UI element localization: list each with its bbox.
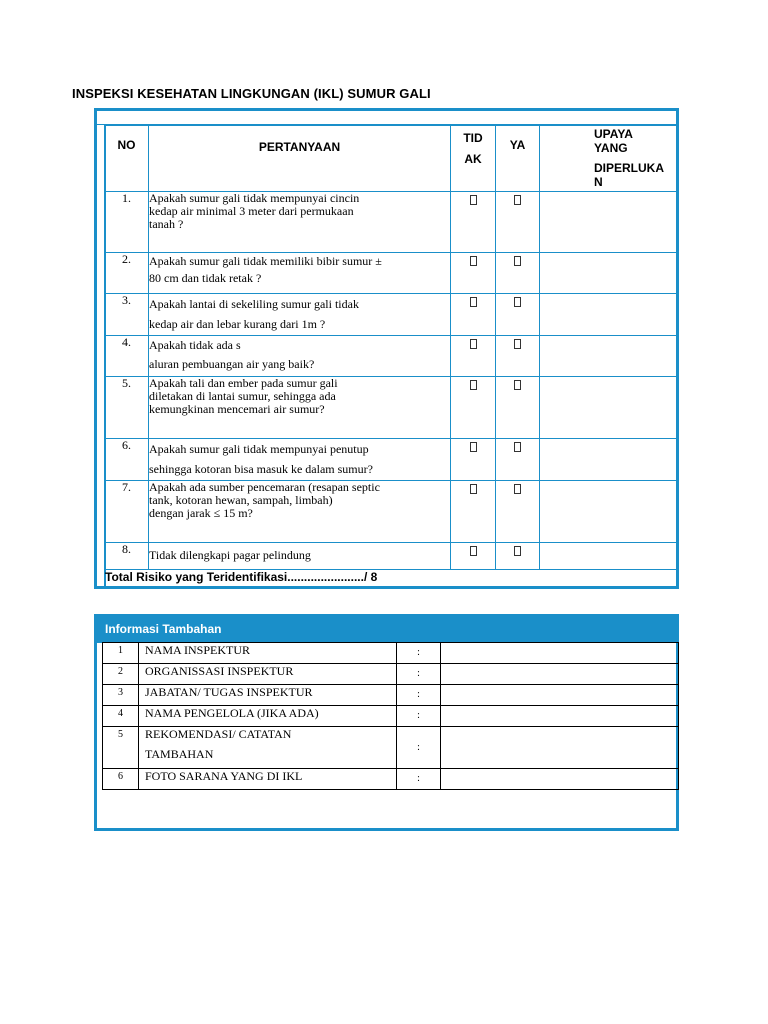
info-row	[103, 664, 679, 685]
info-row	[103, 706, 679, 727]
upaya-cell[interactable]	[540, 543, 678, 570]
question-line: Apakah sumur gali tidak memiliki bibir sumur ±	[149, 254, 382, 268]
ya-cell	[496, 543, 540, 570]
checklist-table	[104, 125, 678, 589]
question-line: kedap air dan lebar kurang dari 1m ?	[149, 317, 326, 331]
upaya-cell[interactable]	[540, 377, 678, 439]
row-number: 7.	[105, 481, 149, 543]
question-line: Apakah ada sumber pencemaran (resapan septic	[149, 480, 380, 494]
row-number: 4.	[105, 336, 149, 377]
tidak-cell	[451, 253, 496, 294]
upaya-cell[interactable]	[540, 481, 678, 543]
ya-cell	[496, 481, 540, 543]
question-line: Tidak dilengkapi pagar pelindung	[149, 548, 311, 562]
row-number: 1.	[105, 192, 149, 253]
row-number: 6.	[105, 439, 149, 481]
info-value-field[interactable]	[441, 769, 679, 790]
ya-cell	[496, 377, 540, 439]
header-question: PERTANYAAN	[149, 126, 451, 192]
tidak-cell	[451, 543, 496, 570]
upaya-cell[interactable]	[540, 336, 678, 377]
header-upaya-line: N	[594, 175, 603, 189]
question-line: Apakah lantai di sekeliling sumur gali tidak	[149, 297, 359, 311]
question-line: dengan jarak ≤ 15 m?	[149, 506, 253, 520]
ya-checkbox[interactable]	[514, 546, 521, 556]
info-row-number: 3	[103, 685, 139, 706]
ya-checkbox[interactable]	[514, 256, 521, 266]
info-header	[97, 617, 676, 643]
upaya-cell[interactable]	[540, 253, 678, 294]
total-row	[105, 570, 678, 589]
info-row-label: NAMA PENGELOLA (JIKA ADA)	[139, 706, 397, 727]
question-line: kedap air minimal 3 meter dari permukaan	[149, 204, 354, 218]
row-question	[149, 543, 451, 570]
tidak-cell	[451, 377, 496, 439]
tidak-cell	[451, 336, 496, 377]
ya-cell	[496, 439, 540, 481]
question-line: kemungkinan mencemari air sumur?	[149, 402, 325, 416]
row-question	[149, 192, 451, 253]
checklist-row	[105, 336, 678, 377]
question-line: 80 cm dan tidak retak ?	[149, 271, 262, 285]
question-line: tank, kotoran hewan, sampah, limbah)	[149, 493, 333, 507]
ya-cell	[496, 294, 540, 336]
header-upaya-line: UPAYA	[594, 127, 633, 141]
row-question	[149, 336, 451, 377]
tidak-checkbox[interactable]	[470, 195, 477, 205]
document-title: INSPEKSI KESEHATAN LINGKUNGAN (IKL) SUMUR GALI	[72, 86, 431, 101]
header-no: NO	[105, 126, 149, 192]
upaya-cell[interactable]	[540, 294, 678, 336]
row-question	[149, 439, 451, 481]
question-line: tanah ?	[149, 217, 184, 231]
ya-checkbox[interactable]	[514, 195, 521, 205]
info-row-label: ORGANISSASI INSPEKTUR	[139, 664, 397, 685]
checklist-row	[105, 439, 678, 481]
row-question	[149, 253, 451, 294]
info-value-field[interactable]	[441, 727, 679, 769]
info-row-label	[139, 727, 397, 769]
checklist-header-row	[105, 126, 678, 192]
checklist-row	[105, 253, 678, 294]
info-value-field[interactable]	[441, 706, 679, 727]
row-question	[149, 481, 451, 543]
ya-checkbox[interactable]	[514, 484, 521, 494]
info-colon: :	[397, 727, 441, 769]
info-row	[103, 727, 679, 769]
header-upaya-line: YANG	[594, 141, 628, 155]
info-colon: :	[397, 643, 441, 664]
header-tidak-line: TID	[463, 131, 483, 145]
checklist-row	[105, 294, 678, 336]
info-colon: :	[397, 706, 441, 727]
row-question	[149, 377, 451, 439]
info-row-number: 1	[103, 643, 139, 664]
info-row	[103, 685, 679, 706]
tidak-checkbox[interactable]	[470, 256, 477, 266]
info-row-number: 4	[103, 706, 139, 727]
ya-cell	[496, 192, 540, 253]
tidak-checkbox[interactable]	[470, 546, 477, 556]
info-colon: :	[397, 664, 441, 685]
tidak-checkbox[interactable]	[470, 442, 477, 452]
question-line: aluran pembuangan air yang baik?	[149, 357, 315, 371]
info-label-line: REKOMENDASI/ CATATAN	[145, 727, 292, 741]
row-question	[149, 294, 451, 336]
header-tidak	[451, 126, 496, 192]
tidak-cell	[451, 294, 496, 336]
row-number: 2.	[105, 253, 149, 294]
ya-cell	[496, 253, 540, 294]
ya-checkbox[interactable]	[514, 442, 521, 452]
info-table	[102, 642, 679, 790]
question-line: sehingga kotoran bisa masuk ke dalam sumur?	[149, 462, 373, 476]
tidak-cell	[451, 481, 496, 543]
total-risk-label: Total Risiko yang Teridentifikasi......................./ 8	[105, 570, 678, 589]
ya-checkbox[interactable]	[514, 339, 521, 349]
row-number: 8.	[105, 543, 149, 570]
info-row	[103, 643, 679, 664]
row-number: 3.	[105, 294, 149, 336]
header-upaya	[540, 126, 678, 192]
info-value-field[interactable]	[441, 664, 679, 685]
tidak-checkbox[interactable]	[470, 484, 477, 494]
tidak-checkbox[interactable]	[470, 380, 477, 390]
tidak-checkbox[interactable]	[470, 297, 477, 307]
question-line: Apakah tidak ada s	[149, 338, 241, 352]
question-line: diletakan di lantai sumur, sehingga ada	[149, 389, 336, 403]
info-row-label: FOTO SARANA YANG DI IKL	[139, 769, 397, 790]
info-label-line: TAMBAHAN	[145, 747, 214, 761]
ya-checkbox[interactable]	[514, 380, 521, 390]
checklist-row	[105, 377, 678, 439]
header-tidak-line: AK	[464, 152, 482, 166]
info-colon: :	[397, 685, 441, 706]
upaya-cell[interactable]	[540, 192, 678, 253]
ya-checkbox[interactable]	[514, 297, 521, 307]
info-row-number: 2	[103, 664, 139, 685]
info-value-field[interactable]	[441, 643, 679, 664]
header-upaya-line: DIPERLUKA	[594, 161, 665, 175]
info-row-label: NAMA INSPEKTUR	[139, 643, 397, 664]
row-number: 5.	[105, 377, 149, 439]
info-row-number: 5	[103, 727, 139, 769]
tidak-checkbox[interactable]	[470, 339, 477, 349]
question-line: Apakah tali dan ember pada sumur gali	[149, 376, 338, 390]
question-line: Apakah sumur gali tidak mempunyai penutup	[149, 442, 369, 456]
tidak-cell	[451, 192, 496, 253]
info-row	[103, 769, 679, 790]
checklist-row	[105, 481, 678, 543]
info-row-label: JABATAN/ TUGAS INSPEKTUR	[139, 685, 397, 706]
info-colon: :	[397, 769, 441, 790]
question-line: Apakah sumur gali tidak mempunyai cincin	[149, 191, 360, 205]
tidak-cell	[451, 439, 496, 481]
upaya-cell[interactable]	[540, 439, 678, 481]
checklist-row	[105, 192, 678, 253]
checklist-row	[105, 543, 678, 570]
info-value-field[interactable]	[441, 685, 679, 706]
info-title: Informasi Tambahan	[105, 622, 222, 636]
header-ya: YA	[496, 126, 540, 192]
ya-cell	[496, 336, 540, 377]
info-row-number: 6	[103, 769, 139, 790]
